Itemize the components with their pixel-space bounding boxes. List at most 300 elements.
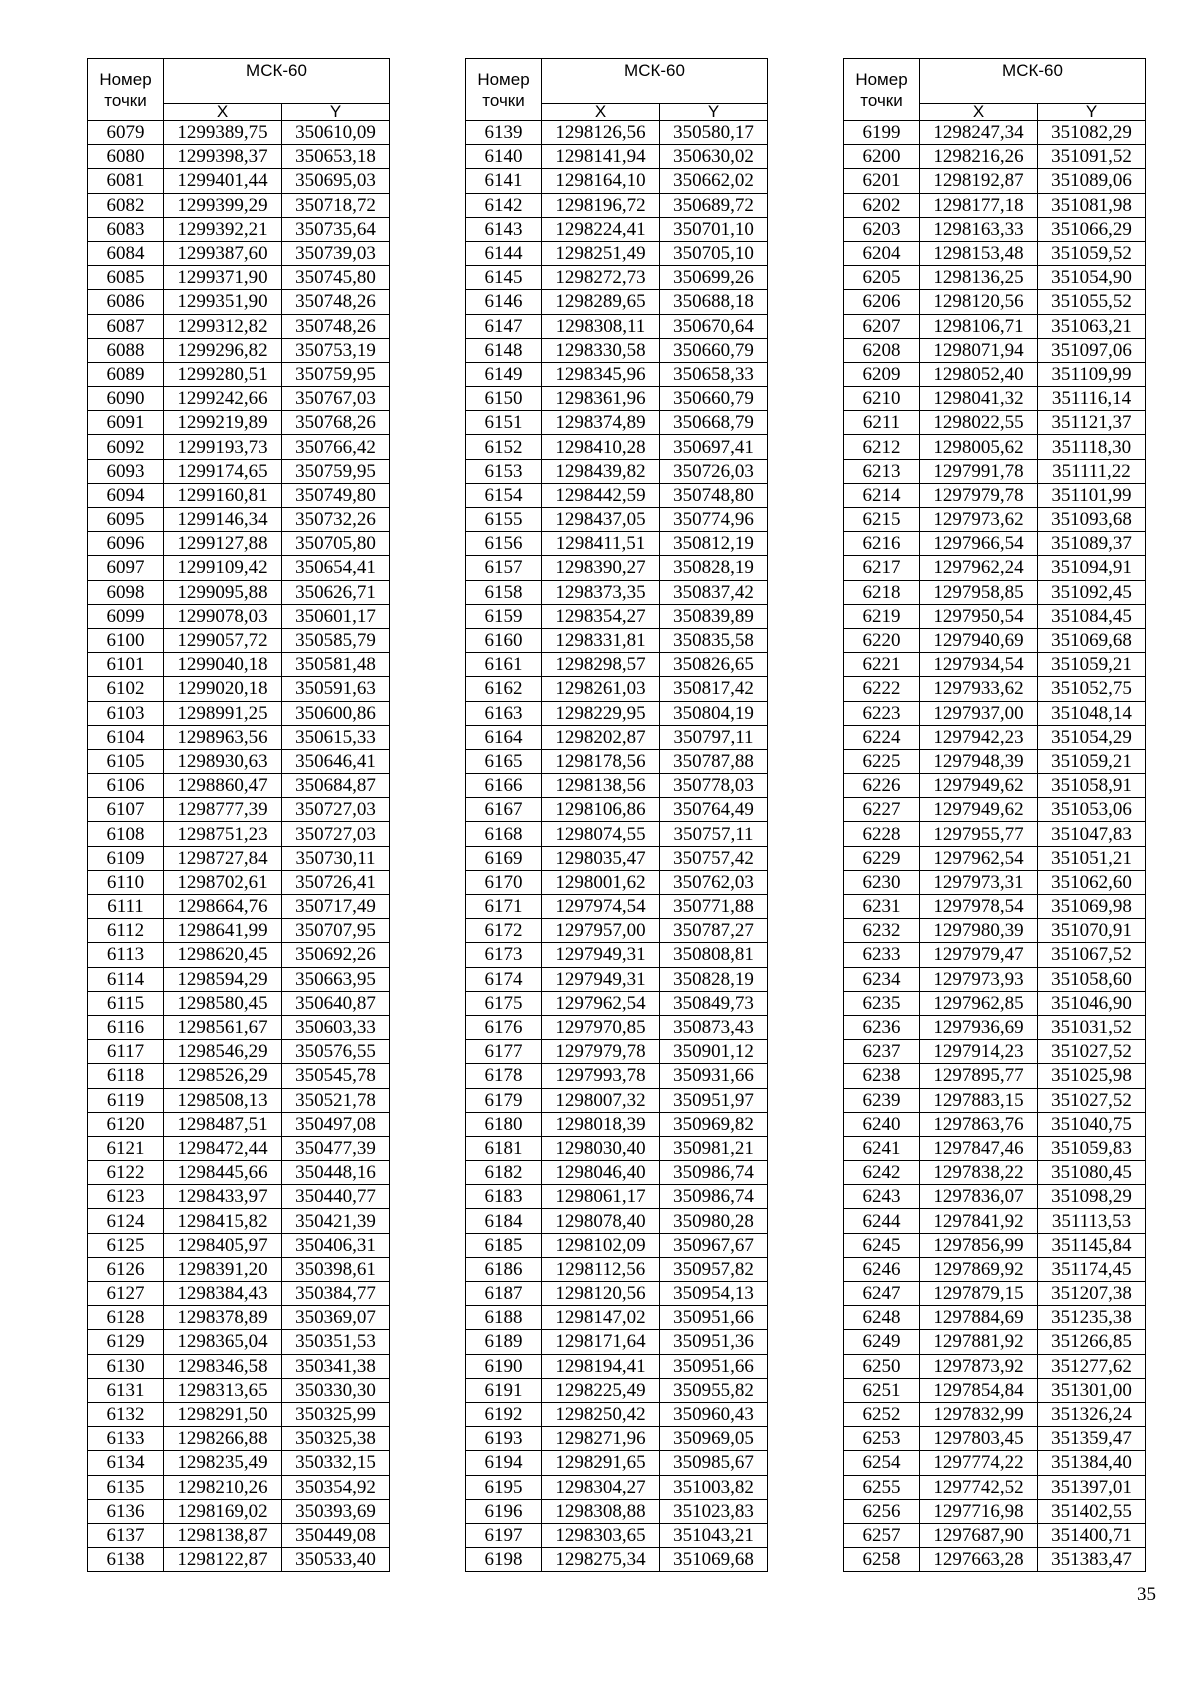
table-row xyxy=(88,895,390,919)
table-row xyxy=(466,725,768,749)
point-number-cell: 6201 xyxy=(844,169,920,193)
table-row xyxy=(466,1136,768,1160)
point-number-cell: 6196 xyxy=(466,1499,542,1523)
table-row xyxy=(466,508,768,532)
x-coordinate-cell: 1299389,75 xyxy=(164,121,282,145)
table-row xyxy=(466,290,768,314)
table-row xyxy=(88,1282,390,1306)
y-coordinate-cell: 351059,21 xyxy=(1038,653,1146,677)
point-number-cell: 6106 xyxy=(88,774,164,798)
y-coordinate-cell: 350600,86 xyxy=(282,701,390,725)
x-coordinate-cell: 1298120,56 xyxy=(542,1282,660,1306)
y-coordinate-cell: 350332,15 xyxy=(282,1451,390,1475)
y-coordinate-cell: 350985,67 xyxy=(660,1451,768,1475)
y-coordinate-cell: 351081,98 xyxy=(1038,193,1146,217)
y-coordinate-cell: 350727,03 xyxy=(282,822,390,846)
table-row xyxy=(466,701,768,725)
table-row xyxy=(844,1330,1146,1354)
x-coordinate-cell: 1299146,34 xyxy=(164,508,282,532)
x-coordinate-cell: 1298138,87 xyxy=(164,1523,282,1547)
point-number-cell: 6126 xyxy=(88,1257,164,1281)
x-coordinate-cell: 1297838,22 xyxy=(920,1161,1038,1185)
point-number-cell: 6174 xyxy=(466,967,542,991)
table-row xyxy=(844,1161,1146,1185)
point-number-cell: 6135 xyxy=(88,1475,164,1499)
x-coordinate-cell: 1297962,24 xyxy=(920,556,1038,580)
table-row xyxy=(844,749,1146,773)
y-coordinate-cell: 351402,55 xyxy=(1038,1499,1146,1523)
point-number-cell: 6110 xyxy=(88,870,164,894)
table-row xyxy=(844,943,1146,967)
y-coordinate-cell: 350660,79 xyxy=(660,387,768,411)
table-row xyxy=(466,943,768,967)
x-coordinate-cell: 1298046,40 xyxy=(542,1161,660,1185)
y-coordinate-cell: 350707,95 xyxy=(282,919,390,943)
table-row xyxy=(844,628,1146,652)
x-coordinate-cell: 1298374,89 xyxy=(542,411,660,435)
x-coordinate-cell: 1298196,72 xyxy=(542,193,660,217)
x-coordinate-cell: 1297973,31 xyxy=(920,870,1038,894)
point-number-cell: 6244 xyxy=(844,1209,920,1233)
x-coordinate-cell: 1298298,57 xyxy=(542,653,660,677)
table-row xyxy=(844,1040,1146,1064)
point-number-cell: 6177 xyxy=(466,1040,542,1064)
x-coordinate-cell: 1298177,18 xyxy=(920,193,1038,217)
point-number-cell: 6192 xyxy=(466,1402,542,1426)
point-number-cell: 6111 xyxy=(88,895,164,919)
table-row xyxy=(844,1402,1146,1426)
x-coordinate-cell: 1298751,23 xyxy=(164,822,282,846)
y-coordinate-cell: 350980,28 xyxy=(660,1209,768,1233)
y-coordinate-cell: 350955,82 xyxy=(660,1378,768,1402)
table-row xyxy=(466,1040,768,1064)
y-coordinate-cell: 351003,82 xyxy=(660,1475,768,1499)
table-row xyxy=(466,193,768,217)
table-row xyxy=(88,1209,390,1233)
y-coordinate-cell: 350585,79 xyxy=(282,628,390,652)
point-number-cell: 6230 xyxy=(844,870,920,894)
y-coordinate-cell: 350689,72 xyxy=(660,193,768,217)
table-row xyxy=(844,725,1146,749)
coordinate-system-header: МСК-60 xyxy=(542,59,768,104)
table-row xyxy=(466,169,768,193)
point-number-cell: 6105 xyxy=(88,749,164,773)
y-coordinate-cell: 351069,68 xyxy=(1038,628,1146,652)
point-number-cell: 6228 xyxy=(844,822,920,846)
point-number-cell: 6225 xyxy=(844,749,920,773)
table-row xyxy=(466,338,768,362)
x-coordinate-cell: 1299401,44 xyxy=(164,169,282,193)
table-row xyxy=(466,241,768,265)
point-number-cell: 6158 xyxy=(466,580,542,604)
x-coordinate-cell: 1297979,78 xyxy=(542,1040,660,1064)
y-coordinate-cell: 351097,06 xyxy=(1038,338,1146,362)
table-row xyxy=(844,1548,1146,1572)
table-row xyxy=(88,1185,390,1209)
x-coordinate-cell: 1298272,73 xyxy=(542,266,660,290)
x-coordinate-cell: 1297978,54 xyxy=(920,895,1038,919)
x-coordinate-cell: 1299193,73 xyxy=(164,435,282,459)
table-row xyxy=(466,1330,768,1354)
point-number-cell: 6248 xyxy=(844,1306,920,1330)
y-coordinate-cell: 350354,92 xyxy=(282,1475,390,1499)
table-row xyxy=(844,701,1146,725)
point-number-cell: 6234 xyxy=(844,967,920,991)
point-number-cell: 6195 xyxy=(466,1475,542,1499)
x-coordinate-cell: 1298331,81 xyxy=(542,628,660,652)
table-row xyxy=(844,1451,1146,1475)
table-row xyxy=(466,217,768,241)
table-row xyxy=(88,677,390,701)
y-coordinate-cell: 350817,42 xyxy=(660,677,768,701)
table-row xyxy=(88,822,390,846)
point-number-cell: 6210 xyxy=(844,387,920,411)
point-number-cell: 6112 xyxy=(88,919,164,943)
table-row xyxy=(844,169,1146,193)
x-coordinate-cell: 1298266,88 xyxy=(164,1427,282,1451)
point-number-cell: 6255 xyxy=(844,1475,920,1499)
x-coordinate-cell: 1298291,65 xyxy=(542,1451,660,1475)
point-number-cell: 6175 xyxy=(466,991,542,1015)
table-row xyxy=(844,991,1146,1015)
table-row xyxy=(844,870,1146,894)
y-coordinate-cell: 350705,80 xyxy=(282,532,390,556)
x-header: X xyxy=(164,104,282,121)
table-row xyxy=(88,169,390,193)
table-row xyxy=(88,1523,390,1547)
y-coordinate-cell: 350610,09 xyxy=(282,121,390,145)
x-coordinate-cell: 1297933,62 xyxy=(920,677,1038,701)
y-coordinate-cell: 350735,64 xyxy=(282,217,390,241)
table-row xyxy=(844,1015,1146,1039)
table-row xyxy=(88,338,390,362)
table-row xyxy=(88,193,390,217)
point-number-cell: 6197 xyxy=(466,1523,542,1547)
table-row xyxy=(466,145,768,169)
x-coordinate-cell: 1298030,40 xyxy=(542,1136,660,1160)
y-coordinate-cell: 351062,60 xyxy=(1038,870,1146,894)
point-number-cell: 6183 xyxy=(466,1185,542,1209)
point-number-cell: 6221 xyxy=(844,653,920,677)
table-row xyxy=(844,846,1146,870)
y-coordinate-cell: 350749,80 xyxy=(282,483,390,507)
point-number-cell: 6220 xyxy=(844,628,920,652)
point-number-cell: 6236 xyxy=(844,1015,920,1039)
x-coordinate-cell: 1298561,67 xyxy=(164,1015,282,1039)
point-number-cell: 6141 xyxy=(466,169,542,193)
table-row xyxy=(466,556,768,580)
x-coordinate-cell: 1297979,78 xyxy=(920,483,1038,507)
y-coordinate-cell: 351266,85 xyxy=(1038,1330,1146,1354)
table-row xyxy=(88,1257,390,1281)
x-coordinate-cell: 1297974,54 xyxy=(542,895,660,919)
y-coordinate-cell: 350330,30 xyxy=(282,1378,390,1402)
y-coordinate-cell: 351113,53 xyxy=(1038,1209,1146,1233)
x-coordinate-cell: 1298112,56 xyxy=(542,1257,660,1281)
point-number-cell: 6214 xyxy=(844,483,920,507)
point-number-cell: 6179 xyxy=(466,1088,542,1112)
x-coordinate-cell: 1298727,84 xyxy=(164,846,282,870)
table-row xyxy=(466,1427,768,1451)
x-coordinate-cell: 1297949,62 xyxy=(920,774,1038,798)
x-coordinate-cell: 1299127,88 xyxy=(164,532,282,556)
point-number-cell: 6083 xyxy=(88,217,164,241)
table-row xyxy=(88,1161,390,1185)
y-coordinate-cell: 350739,03 xyxy=(282,241,390,265)
x-coordinate-cell: 1297881,92 xyxy=(920,1330,1038,1354)
table-row xyxy=(466,314,768,338)
point-number-cell: 6243 xyxy=(844,1185,920,1209)
point-number-cell: 6146 xyxy=(466,290,542,314)
point-header-line1: Номер xyxy=(855,69,908,89)
table-row xyxy=(88,701,390,725)
point-number-cell: 6226 xyxy=(844,774,920,798)
table-row xyxy=(88,266,390,290)
table-row xyxy=(844,1499,1146,1523)
table-row xyxy=(844,1427,1146,1451)
point-number-cell: 6232 xyxy=(844,919,920,943)
y-coordinate-cell: 350826,65 xyxy=(660,653,768,677)
point-number-cell: 6132 xyxy=(88,1402,164,1426)
x-coordinate-cell: 1297973,62 xyxy=(920,508,1038,532)
y-coordinate-cell: 351094,91 xyxy=(1038,556,1146,580)
table-row xyxy=(88,798,390,822)
x-coordinate-cell: 1298261,03 xyxy=(542,677,660,701)
x-coordinate-cell: 1298580,45 xyxy=(164,991,282,1015)
y-coordinate-cell: 350931,66 xyxy=(660,1064,768,1088)
point-number-cell: 6091 xyxy=(88,411,164,435)
y-coordinate-cell: 350986,74 xyxy=(660,1185,768,1209)
point-number-cell: 6199 xyxy=(844,121,920,145)
x-coordinate-cell: 1298860,47 xyxy=(164,774,282,798)
point-number-cell: 6154 xyxy=(466,483,542,507)
y-coordinate-cell: 351118,30 xyxy=(1038,435,1146,459)
y-coordinate-cell: 350521,78 xyxy=(282,1088,390,1112)
y-coordinate-cell: 351383,47 xyxy=(1038,1548,1146,1572)
x-coordinate-cell: 1297966,54 xyxy=(920,532,1038,556)
x-coordinate-cell: 1297873,92 xyxy=(920,1354,1038,1378)
y-coordinate-cell: 350701,10 xyxy=(660,217,768,241)
point-number-cell: 6186 xyxy=(466,1257,542,1281)
y-coordinate-cell: 350901,12 xyxy=(660,1040,768,1064)
x-coordinate-cell: 1297949,62 xyxy=(920,798,1038,822)
table-row xyxy=(88,774,390,798)
y-coordinate-cell: 350325,99 xyxy=(282,1402,390,1426)
coordinates-table-3 xyxy=(843,58,1146,1572)
y-coordinate-cell: 350766,42 xyxy=(282,435,390,459)
table-row xyxy=(88,387,390,411)
table-row xyxy=(88,1330,390,1354)
y-coordinate-cell: 350981,21 xyxy=(660,1136,768,1160)
point-number-cell: 6092 xyxy=(88,435,164,459)
y-coordinate-cell: 350603,33 xyxy=(282,1015,390,1039)
x-coordinate-cell: 1297991,78 xyxy=(920,459,1038,483)
point-number-cell: 6140 xyxy=(466,145,542,169)
x-coordinate-cell: 1298235,49 xyxy=(164,1451,282,1475)
point-number-cell: 6204 xyxy=(844,241,920,265)
x-coordinate-cell: 1298250,42 xyxy=(542,1402,660,1426)
table-row xyxy=(844,580,1146,604)
point-number-cell: 6253 xyxy=(844,1427,920,1451)
coordinate-system-header: МСК-60 xyxy=(920,59,1146,104)
point-number-cell: 6117 xyxy=(88,1040,164,1064)
point-number-cell: 6100 xyxy=(88,628,164,652)
y-coordinate-cell: 351069,98 xyxy=(1038,895,1146,919)
table-row xyxy=(844,290,1146,314)
x-coordinate-cell: 1298122,87 xyxy=(164,1548,282,1572)
point-number-cell: 6242 xyxy=(844,1161,920,1185)
table-row xyxy=(88,1451,390,1475)
point-number-cell: 6113 xyxy=(88,943,164,967)
point-number-cell: 6227 xyxy=(844,798,920,822)
y-coordinate-cell: 350654,41 xyxy=(282,556,390,580)
point-number-cell: 6165 xyxy=(466,749,542,773)
x-coordinate-cell: 1298346,58 xyxy=(164,1354,282,1378)
table-row xyxy=(88,556,390,580)
point-header-line2: точки xyxy=(860,90,903,110)
point-number-cell: 6184 xyxy=(466,1209,542,1233)
y-coordinate-cell: 351048,14 xyxy=(1038,701,1146,725)
table-row xyxy=(844,1112,1146,1136)
table-row xyxy=(88,1427,390,1451)
x-coordinate-cell: 1297884,69 xyxy=(920,1306,1038,1330)
x-coordinate-cell: 1299296,82 xyxy=(164,338,282,362)
x-coordinate-cell: 1298378,89 xyxy=(164,1306,282,1330)
y-coordinate-cell: 350406,31 xyxy=(282,1233,390,1257)
x-coordinate-cell: 1299312,82 xyxy=(164,314,282,338)
y-coordinate-cell: 350804,19 xyxy=(660,701,768,725)
y-coordinate-cell: 350748,80 xyxy=(660,483,768,507)
point-number-cell: 6109 xyxy=(88,846,164,870)
table-row xyxy=(844,822,1146,846)
x-coordinate-cell: 1298202,87 xyxy=(542,725,660,749)
x-coordinate-cell: 1297979,47 xyxy=(920,943,1038,967)
point-number-cell: 6120 xyxy=(88,1112,164,1136)
y-coordinate-cell: 350393,69 xyxy=(282,1499,390,1523)
y-coordinate-cell: 350653,18 xyxy=(282,145,390,169)
x-coordinate-cell: 1298169,02 xyxy=(164,1499,282,1523)
point-number-cell: 6101 xyxy=(88,653,164,677)
point-number-cell: 6133 xyxy=(88,1427,164,1451)
y-header: Y xyxy=(660,104,768,121)
point-number-cell: 6235 xyxy=(844,991,920,1015)
x-coordinate-cell: 1298777,39 xyxy=(164,798,282,822)
point-number-cell: 6168 xyxy=(466,822,542,846)
y-coordinate-cell: 350837,42 xyxy=(660,580,768,604)
y-coordinate-cell: 351059,83 xyxy=(1038,1136,1146,1160)
y-coordinate-cell: 351058,91 xyxy=(1038,774,1146,798)
point-number-cell: 6142 xyxy=(466,193,542,217)
point-number-cell: 6254 xyxy=(844,1451,920,1475)
y-coordinate-cell: 351027,52 xyxy=(1038,1088,1146,1112)
x-coordinate-cell: 1299057,72 xyxy=(164,628,282,652)
y-coordinate-cell: 350384,77 xyxy=(282,1282,390,1306)
table-row xyxy=(466,1233,768,1257)
y-coordinate-cell: 350727,03 xyxy=(282,798,390,822)
table-row xyxy=(466,870,768,894)
y-coordinate-cell: 350748,26 xyxy=(282,290,390,314)
table-row xyxy=(844,653,1146,677)
y-coordinate-cell: 350969,05 xyxy=(660,1427,768,1451)
point-number-cell: 6167 xyxy=(466,798,542,822)
table-row xyxy=(844,459,1146,483)
x-coordinate-cell: 1298991,25 xyxy=(164,701,282,725)
point-header-line1: Номер xyxy=(99,69,152,89)
x-coordinate-cell: 1298271,96 xyxy=(542,1427,660,1451)
y-coordinate-cell: 350767,03 xyxy=(282,387,390,411)
x-coordinate-cell: 1298405,97 xyxy=(164,1233,282,1257)
x-coordinate-cell: 1298289,65 xyxy=(542,290,660,314)
y-coordinate-cell: 351046,90 xyxy=(1038,991,1146,1015)
point-number-cell: 6245 xyxy=(844,1233,920,1257)
x-coordinate-cell: 1298216,26 xyxy=(920,145,1038,169)
table-row xyxy=(88,1402,390,1426)
point-number-cell: 6118 xyxy=(88,1064,164,1088)
point-number-cell: 6257 xyxy=(844,1523,920,1547)
x-coordinate-cell: 1298641,99 xyxy=(164,919,282,943)
x-coordinate-cell: 1297687,90 xyxy=(920,1523,1038,1547)
point-number-cell: 6240 xyxy=(844,1112,920,1136)
table-row xyxy=(844,1209,1146,1233)
x-coordinate-cell: 1299020,18 xyxy=(164,677,282,701)
table-row xyxy=(466,798,768,822)
y-coordinate-cell: 350448,16 xyxy=(282,1161,390,1185)
table-row xyxy=(844,193,1146,217)
point-number-cell: 6096 xyxy=(88,532,164,556)
x-coordinate-cell: 1297949,31 xyxy=(542,943,660,967)
y-coordinate-cell: 351054,90 xyxy=(1038,266,1146,290)
x-coordinate-cell: 1298437,05 xyxy=(542,508,660,532)
x-coordinate-cell: 1298361,96 xyxy=(542,387,660,411)
point-number-cell: 6085 xyxy=(88,266,164,290)
point-number-cell: 6173 xyxy=(466,943,542,967)
table-row xyxy=(466,121,768,145)
y-coordinate-cell: 351066,29 xyxy=(1038,217,1146,241)
y-coordinate-cell: 350726,41 xyxy=(282,870,390,894)
y-coordinate-cell: 351091,52 xyxy=(1038,145,1146,169)
y-coordinate-cell: 350835,58 xyxy=(660,628,768,652)
x-coordinate-cell: 1298930,63 xyxy=(164,749,282,773)
y-coordinate-cell: 350717,49 xyxy=(282,895,390,919)
y-coordinate-cell: 351089,37 xyxy=(1038,532,1146,556)
table-row xyxy=(88,943,390,967)
table-row xyxy=(88,459,390,483)
x-coordinate-cell: 1298136,25 xyxy=(920,266,1038,290)
y-coordinate-cell: 350591,63 xyxy=(282,677,390,701)
y-coordinate-cell: 350954,13 xyxy=(660,1282,768,1306)
x-coordinate-cell: 1298291,50 xyxy=(164,1402,282,1426)
x-coordinate-cell: 1298106,71 xyxy=(920,314,1038,338)
x-coordinate-cell: 1298345,96 xyxy=(542,362,660,386)
table-row xyxy=(466,991,768,1015)
x-coordinate-cell: 1298304,27 xyxy=(542,1475,660,1499)
table-row xyxy=(88,653,390,677)
y-coordinate-cell: 350951,66 xyxy=(660,1354,768,1378)
x-coordinate-cell: 1298439,82 xyxy=(542,459,660,483)
y-coordinate-cell: 351116,14 xyxy=(1038,387,1146,411)
table-row xyxy=(844,1064,1146,1088)
table-row xyxy=(466,532,768,556)
y-coordinate-cell: 350421,39 xyxy=(282,1209,390,1233)
coordinates-table-1 xyxy=(87,58,390,1572)
table-row xyxy=(844,387,1146,411)
table-row xyxy=(844,798,1146,822)
y-coordinate-cell: 351084,45 xyxy=(1038,604,1146,628)
table-row xyxy=(844,1257,1146,1281)
y-coordinate-cell: 350771,88 xyxy=(660,895,768,919)
y-coordinate-cell: 350778,03 xyxy=(660,774,768,798)
point-number-cell: 6198 xyxy=(466,1548,542,1572)
